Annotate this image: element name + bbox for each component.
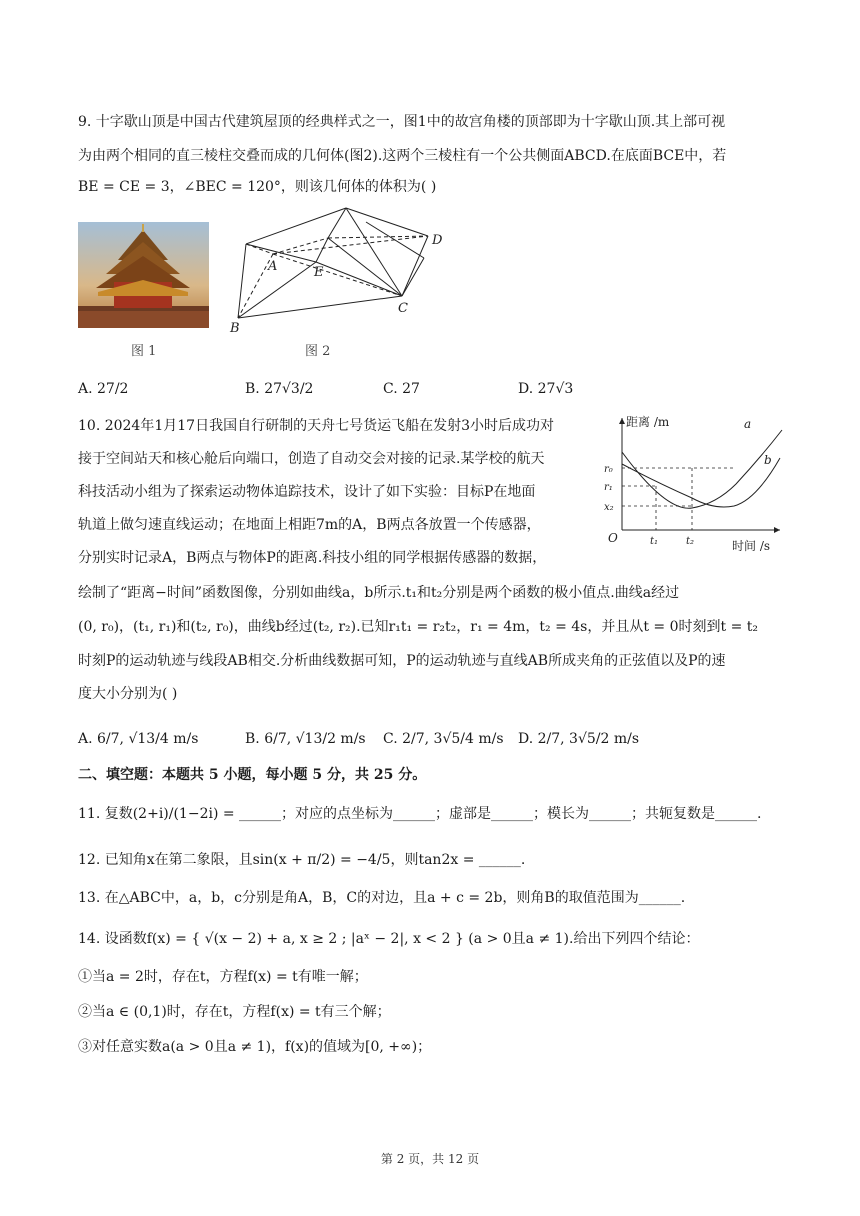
q9-line1: 9. 十字歇山顶是中国古代建筑屋顶的经典样式之一，图1中的故宫角楼的顶部即为十字歇山顶.其上部可视 [78, 114, 726, 130]
q12: 12. 已知角x在第二象限，且sin(x + π/2) = −4/5，则tan2x = ______. [78, 852, 526, 868]
q13: 13. 在△ABC中，a，b，c分别是角A，B，C的对边，且a + c = 2b，则角B的取值范围为______. [78, 890, 686, 906]
q10-line9: 度大小分别为( ) [78, 686, 178, 702]
graph-tick-x2: x₂ [604, 502, 614, 513]
q14-conclusion-3: ③对任意实数a(a > 0且a ≠ 1)，f(x)的值域为[0, +∞)； [78, 1039, 432, 1055]
q10-line8: 时刻P的运动轨迹与线段AB相交.分析曲线数据可知，P的运动轨迹与直线AB所成夹角的正弦值以及P的速 [78, 653, 726, 669]
graph-tick-r0: r₀ [604, 464, 613, 475]
graph-tick-r1: r₁ [604, 482, 613, 493]
q10-line6: 绘制了“距离−时间”函数图像，分别如曲线a，b所示.t₁和t₂分别是两个函数的极小值点.曲线a经过 [78, 585, 680, 601]
q11: 11. 复数(2+i)/(1−2i) = ______；对应的点坐标为______；虚部是______；模长为______；共轭复数是______. [78, 806, 762, 822]
q10-line1: 10. 2024年1月17日我国自行研制的天舟七号货运飞船在发射3小时后成功对 [78, 418, 554, 434]
q10-line2: 接于空间站天和核心舱后向端口，创造了自动交会对接的记录.某学校的航天 [78, 451, 545, 467]
graph-xlabel: 时间 /s [732, 539, 771, 553]
q9-option-a: A. 27/2 [78, 381, 129, 397]
q10-option-c: C. 2/7, 3√5/4 m/s [383, 731, 504, 747]
fig2-caption: 图 2 [305, 344, 331, 359]
corner-tower-photo [78, 222, 209, 328]
q10-line7: (0, r₀)，(t₁, r₁)和(t₂, r₀)，曲线b经过(t₂, r₂).已知r₁t₁ = r₂t₂，r₁ = 4m，t₂ = 4s，并且从t = 0时刻到t = t₂ [78, 619, 759, 635]
q10-line3: 科技活动小组为了探索运动物体追踪技术，设计了如下实验：目标P在地面 [78, 484, 536, 500]
q14-line1: 14. 设函数f(x) = { √(x − 2) + a, x ≥ 2 ; |aˣ − 2|, x < 2 } (a > 0且a ≠ 1).给出下列四个结论： [78, 931, 700, 947]
hip-roof-geometry-figure [228, 202, 460, 334]
q9-option-d: D. 27√3 [518, 381, 574, 397]
q9-line3: BE = CE = 3，∠BEC = 120°，则该几何体的体积为( ) [78, 179, 437, 195]
q10-option-a: A. 6/7, √13/4 m/s [78, 731, 199, 747]
fig2-label-B: B [230, 321, 240, 334]
fig2-label-E: E [314, 265, 324, 280]
q10-line5: 分别实时记录A，B两点与物体P的距离.科技小组的同学根据传感器的数据， [78, 550, 547, 566]
q14-conclusion-2: ②当a ∈ (0,1)时，存在t，方程f(x) = t有三个解； [78, 1004, 391, 1020]
fig2-label-A: A [268, 259, 278, 274]
distance-time-graph [596, 412, 796, 560]
graph-curve-a-label: a [744, 417, 752, 431]
graph-curve-b-label: b [764, 453, 772, 467]
q9-line2: 为由两个相同的直三棱柱交叠而成的几何体(图2).这两个三棱柱有一个公共侧面ABCD.在底面BCE中，若 [78, 148, 727, 164]
q10-line4: 轨道上做匀速直线运动；在地面上相距7m的A，B两点各放置一个传感器， [78, 517, 541, 533]
q14-conclusion-1: ①当a = 2时，存在t，方程f(x) = t有唯一解； [78, 969, 368, 985]
fig2-label-C: C [398, 301, 408, 316]
q10-option-b: B. 6/7, √13/2 m/s [245, 731, 366, 747]
fig1-caption: 图 1 [131, 344, 157, 359]
section-heading: 二、填空题：本题共 5 小题，每小题 5 分，共 25 分。 [78, 767, 427, 783]
page-footer: 第 2 页，共 12 页 [380, 1152, 480, 1166]
q9-option-b: B. 27√3/2 [245, 381, 314, 397]
graph-origin: O [608, 531, 618, 545]
curve-a [622, 430, 782, 508]
fig2-label-D: D [432, 233, 443, 248]
q9-option-c: C. 27 [383, 381, 420, 397]
graph-tick-t2: t₂ [686, 536, 695, 547]
curve-b [622, 458, 780, 507]
graph-ylabel: 距离 /m [626, 415, 670, 429]
q10-option-d: D. 2/7, 3√5/2 m/s [518, 731, 640, 747]
graph-tick-t1: t₁ [650, 536, 659, 547]
